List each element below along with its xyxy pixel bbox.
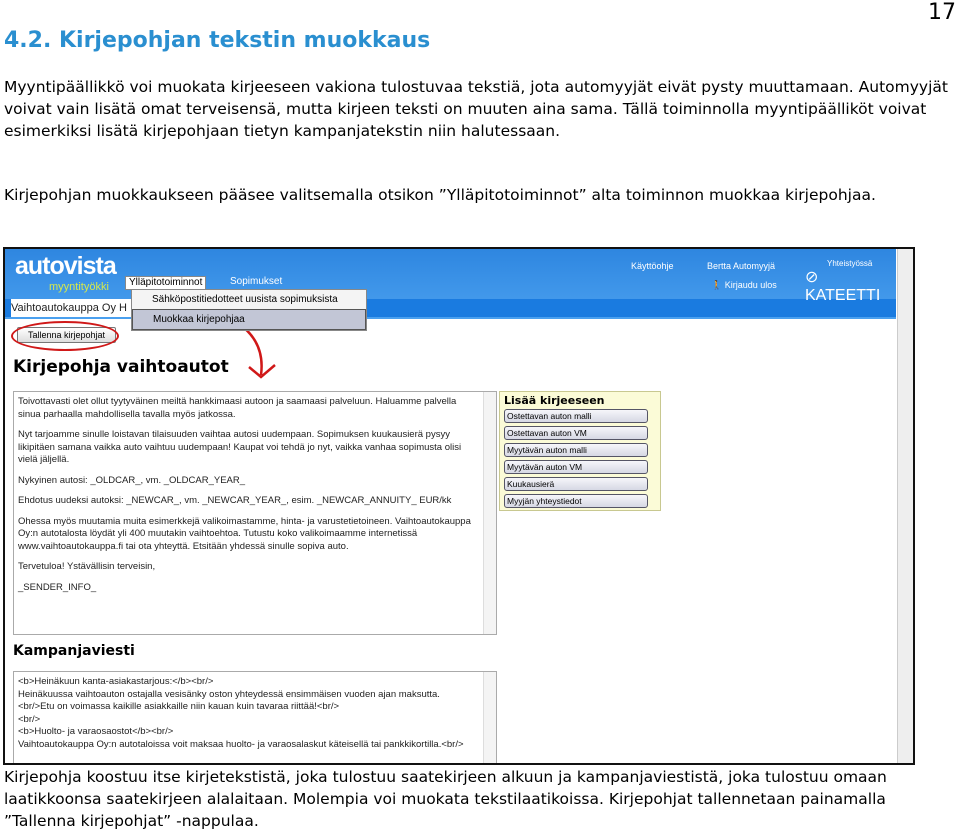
app-screenshot [3,247,915,765]
walking-person-icon: 🚶 [711,280,723,290]
outro-paragraph: Kirjepohja koostuu itse kirjetekstistä, joka tulostuu saatekirjeen alkuun ja kampanjaviestistä, joka tulostuu omaan laatikkoonsa saatekirjeen alalaitaan. Molempia voi muokata tekstilaatikoissa. Kirjepohjat tallennetaan painamalla ”Tallenna kirjepohjat” -nappulaa. [4,768,887,830]
campaign-textarea[interactable] [13,671,497,765]
insert-panel-title: Lisää kirjeeseen [504,394,605,407]
letter-paragraph: Tervetuloa! Ystävällisin terveisin, [18,561,156,572]
partner-label: Yhteistyössä [827,259,873,268]
letter-paragraph: Toivottavasti olet ollut tyytyväinen meiltä hankkimaasi autoon ja saamaasi palveluun. Haluamme palvella sinua parhaalla mahdollisella tavalla myös jatkossa. [18,396,457,420]
campaign-line: <b>Heinäkuun kanta-asiakastarjous:</b><br/> [18,676,214,687]
logo-subtitle: myyntityökki [49,281,109,293]
letter-paragraph: Ehdotus uudeksi autoksi: _NEWCAR_, vm. _NEWCAR_YEAR_, esim. _NEWCAR_ANNUITY_ EUR/kk [18,495,452,506]
user-name: Bertta Automyyjä [707,261,776,271]
textarea-scrollbar[interactable] [483,392,496,634]
insert-sell-car-model-button[interactable]: Myytävän auton malli [504,443,648,457]
insert-monthly-payment-button[interactable]: Kuukausierä [504,477,648,491]
insert-panel [499,391,661,511]
dropdown-menu [131,289,367,331]
save-templates-button[interactable]: Tallenna kirjepohjat [17,327,116,343]
annotation-arrow-icon [235,325,285,385]
letter-paragraph: Nyt tarjoamme sinulle loistavan tilaisuuden vaihtaa autosi uudempaan. Sopimuksen kuukausierä pysyy likipitäen samana vaikka auto vaihtuu uudempaan! Kaupat voi tehdä jo nyt, vaikka vanhaa sopimusta olisi vielä jäljellä. [18,429,462,465]
intro-paragraph: Myyntipäällikkö voi muokata kirjeeseen vakiona tulostuvaa tekstiä, jota automyyjät eivät pysty muuttamaan. Automyyjät voivat vain lisätä omat terveisensä, mutta kirjeen teksti on muuten aina sama. Tällä toiminnolla myyntipäälliköt voivat esimerkiksi lisätä kirjepohjaan tietyn kampanjatekstin niin halutessaan. [4,78,948,140]
textarea-scrollbar[interactable] [483,672,496,765]
insert-buy-car-model-button[interactable]: Ostettavan auton malli [504,409,648,423]
help-link[interactable]: Käyttöohje [631,261,674,271]
company-name: Vaihtoautokauppa Oy H [11,299,131,317]
partner-logo: Yhteistyössä ⊘ KATEETTI [805,259,896,305]
letter-paragraph: Ohessa myös muutamia muita esimerkkejä valikoimastamme, hinta- ja varustetietoineen. Vaihtoautokauppa Oy:n autotalosta löydät yli 400 muutakin vaihtoehtoa. Tutustu koko valikoimaamme internetissä www.vaihtoautokauppa.fi tai ota yhteyttä. Etsitään yhdessä sinulle sopiva auto. [18,515,471,552]
logo: autovista [15,252,116,280]
page-scrollbar[interactable] [897,249,913,763]
menu-sopimukset[interactable]: Sopimukset [230,276,283,287]
campaign-line: <br/>Etu on voimassa kaikille asiakkaille niin kauan kuin tavaraa riittää!<br/> [18,701,340,712]
campaign-line: <b>Huolto- ja varaosaostot</b><br/> [18,726,174,737]
section-heading: 4.2. Kirjepohjan tekstin muokkaus [4,28,431,53]
instruction-paragraph: Kirjepohjan muokkaukseen pääsee valitsemalla otsikon ”Ylläpitotoiminnot” alta toiminnon muokkaa kirjepohjaa. [4,186,876,204]
menu-item-email-notices[interactable]: Sähköpostitiedotteet uusista sopimuksista [152,294,338,305]
campaign-heading: Kampanjaviesti [13,643,135,659]
letter-textarea[interactable] [13,391,497,635]
page-number: 17 [928,0,956,25]
partner-name: KATEETTI [805,287,881,304]
logout-link[interactable] [711,280,777,291]
logout-label: Kirjaudu ulos [724,280,777,290]
campaign-line: Heinäkuussa vaihtoauton ostajalla vesisänky oston yhteydessä ensimmäisen vuoden ajan maksutta. [18,688,440,700]
campaign-line: Vaihtoautokauppa Oy:n autotaloissa voit maksaa huolto- ja varaosalaskut käteisellä tai pankkikortilla.<br/> [18,738,464,750]
menu-item-edit-template[interactable]: Muokkaa kirjepohjaa [132,309,366,330]
annotation-circle [11,321,119,351]
menu-yllapitotoiminnot[interactable]: Ylläpitotoiminnot [125,276,206,290]
insert-seller-contact-button[interactable]: Myyjän yhteystiedot [504,494,648,508]
insert-sell-car-year-button[interactable]: Myytävän auton VM [504,460,648,474]
insert-buy-car-year-button[interactable]: Ostettavan auton VM [504,426,648,440]
template-title: Kirjepohja vaihtoautot [13,357,229,377]
letter-paragraph: Nykyinen autosi: _OLDCAR_, vm. _OLDCAR_YEAR_ [18,474,246,486]
letter-paragraph: _SENDER_INFO_ [18,581,97,593]
campaign-line: <br/> [18,713,41,725]
